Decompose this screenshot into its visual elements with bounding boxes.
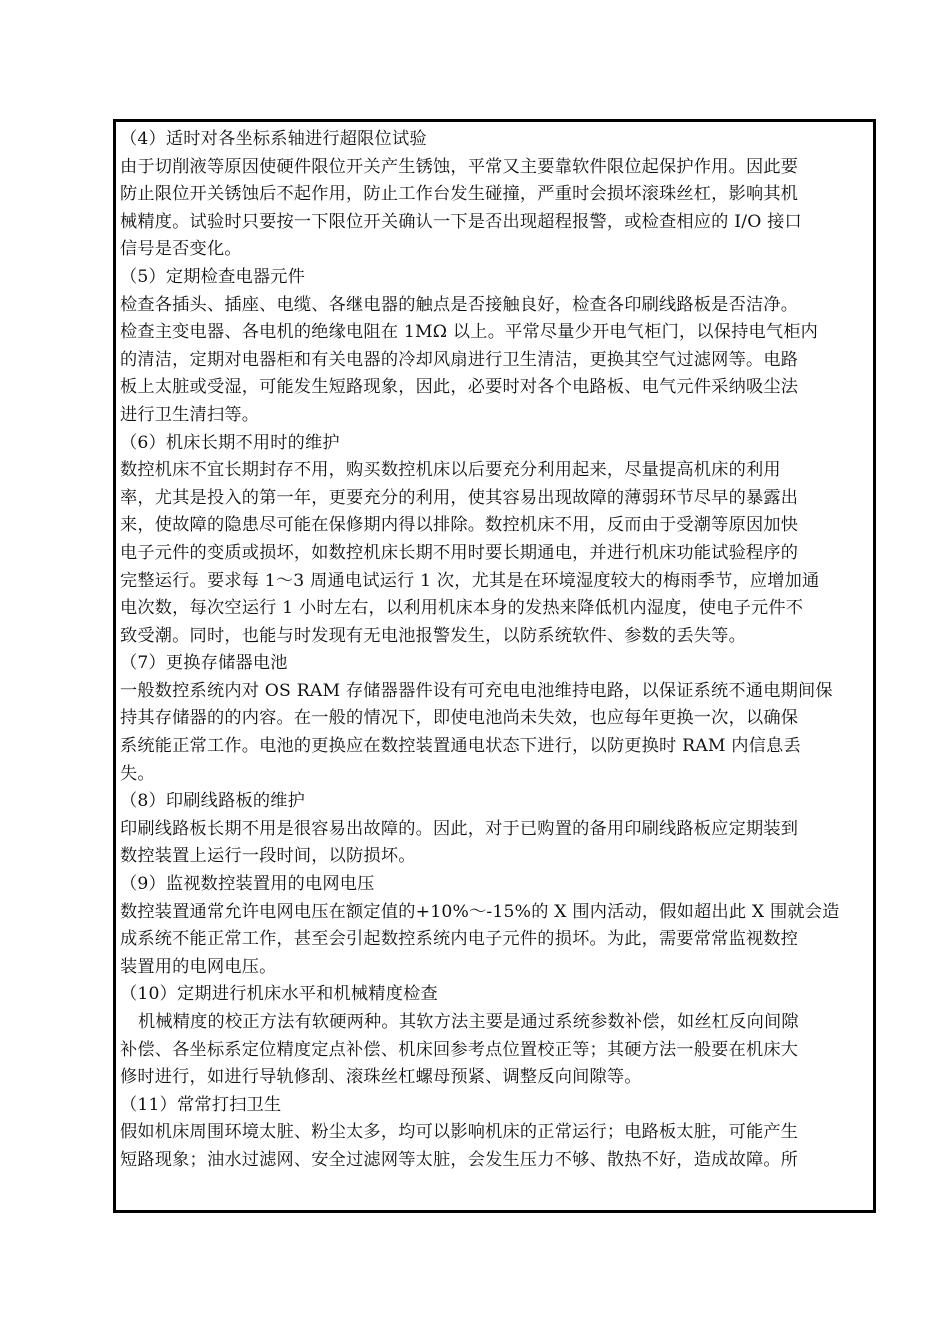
paragraph-line: 完整运行。要求每 1～3 周通电试运行 1 次，尤其是在环境湿度较大的梅雨季节，应增加通 [120, 570, 820, 591]
paragraph-line: 由于切削液等原因使硬件限位开关产生锈蚀，平常又主要靠软件限位起保护作用。因此要 [120, 156, 799, 177]
paragraph-line: 电次数，每次空运行 1 小时左右，以利用机床本身的发热来降低机内湿度，使电子元件不 [120, 598, 804, 619]
paragraph-line: 械精度。试验时只要按一下限位开关确认一下是否出现超程报警，或检查相应的 I/O 接口 [120, 211, 802, 232]
paragraph-line: 失。 [120, 763, 155, 784]
paragraph-line: 假如机床周围环境太脏、粉尘太多，均可以影响机床的正常运行；电路板太脏，可能产生 [120, 1122, 799, 1143]
paragraph-line: 数控装置上运行一段时间，以防损坏。 [120, 846, 416, 867]
paragraph-line: 致受潮。同时，也能与时发现有无电池报警发生，以防系统软件、参数的丢失等。 [120, 625, 746, 646]
paragraph-line: 的清洁，定期对电器柜和有关电器的冷却风扇进行卫生清洁，更换其空气过滤网等。电路 [120, 349, 799, 370]
paragraph-line: 装置用的电网电压。 [120, 956, 277, 977]
paragraph-line: 来，使故障的隐患尽可能在保修期内得以排除。数控机床不用，反而由于受潮等原因加快 [120, 515, 799, 536]
section-heading: （10）定期进行机床水平和机械精度检查 [120, 984, 438, 1005]
paragraph-line: 短路现象；油水过滤网、安全过滤网等太脏，会发生压力不够、散热不好，造成故障。所 [120, 1149, 799, 1170]
paragraph-line: 数控装置通常允许电网电压在额定值的+10%～-15%的 X 围内活动，假如超出此 X 围就会造 [120, 901, 840, 922]
paragraph-line: 板上太脏或受湿，可能发生短路现象，因此，必要时对各个电路板、电气元件采纳吸尘法 [120, 377, 799, 398]
section-heading: （9）监视数控装置用的电网电压 [120, 874, 375, 895]
paragraph-line: 系统能正常工作。电池的更换应在数控装置通电状态下进行，以防更换时 RAM 内信息丢 [120, 736, 801, 757]
paragraph-line: 印刷线路板长期不用是很容易出故障的。因此，对于已购置的备用印刷线路板应定期装到 [120, 818, 799, 839]
paragraph-line: 检查主变电器、各电机的绝缘电阻在 1MΩ 以上。平常尽量少开电气柜门，以保持电气柜内 [120, 322, 819, 343]
paragraph-line: 修时进行，如进行导轨修刮、滚珠丝杠螺母预紧、调整反向间隙等。 [120, 1067, 642, 1088]
section-heading: （5）定期检查电器元件 [120, 266, 306, 287]
paragraph-line: 检查各插头、插座、电缆、各继电器的触点是否接触良好，检查各印刷线路板是否洁净。 [120, 294, 799, 315]
paragraph-line: 成系统不能正常工作，甚至会引起数控系统内电子元件的损坏。为此，需要常常监视数控 [120, 929, 799, 950]
section-heading: （7）更换存储器电池 [120, 653, 288, 674]
section-heading: （11）常常打扫卫生 [120, 1094, 282, 1115]
section-heading: （4）适时对各坐标系轴进行超限位试验 [120, 129, 427, 149]
paragraph-line: 机械精度的校正方法有软硬两种。其软方法主要是通过系统参数补偿，如丝杠反向间隙 [138, 1012, 799, 1032]
section-heading: （8）印刷线路板的维护 [120, 791, 306, 812]
paragraph-line: 防止限位开关锈蚀后不起作用，防止工作台发生碰撞，严重时会损坏滚珠丝杠，影响其机 [120, 184, 799, 205]
paragraph-line: 补偿、各坐标系定位精度定点补偿、机床回参考点位置校正等；其硬方法一般要在机床大 [120, 1039, 799, 1060]
paragraph-line: 电子元件的变质或损坏，如数控机床长期不用时要长期通电，并进行机床功能试验程序的 [120, 542, 799, 563]
paragraph-line: 进行卫生清扫等。 [120, 404, 260, 425]
paragraph-line: 数控机床不宜长期封存不用，购买数控机床以后要充分利用起来，尽量提高机床的利用 [120, 460, 781, 481]
paragraph-line: 率，尤其是投入的第一年，更要充分的利用，使其容易出现故障的薄弱环节尽早的暴露出 [120, 487, 799, 508]
paragraph-line: 信号是否变化。 [120, 239, 242, 260]
paragraph-line: 持其存储器的的内容。在一般的情况下，即使电池尚未失效，也应每年更换一次，以确保 [120, 708, 799, 729]
paragraph-line: 一般数控系统内对 OS RAM 存储器器件设有可充电电池维持电路，以保证系统不通电期间保 [120, 680, 833, 701]
section-heading: （6）机床长期不用时的维护 [120, 432, 340, 453]
content-table-cell [113, 119, 876, 1213]
